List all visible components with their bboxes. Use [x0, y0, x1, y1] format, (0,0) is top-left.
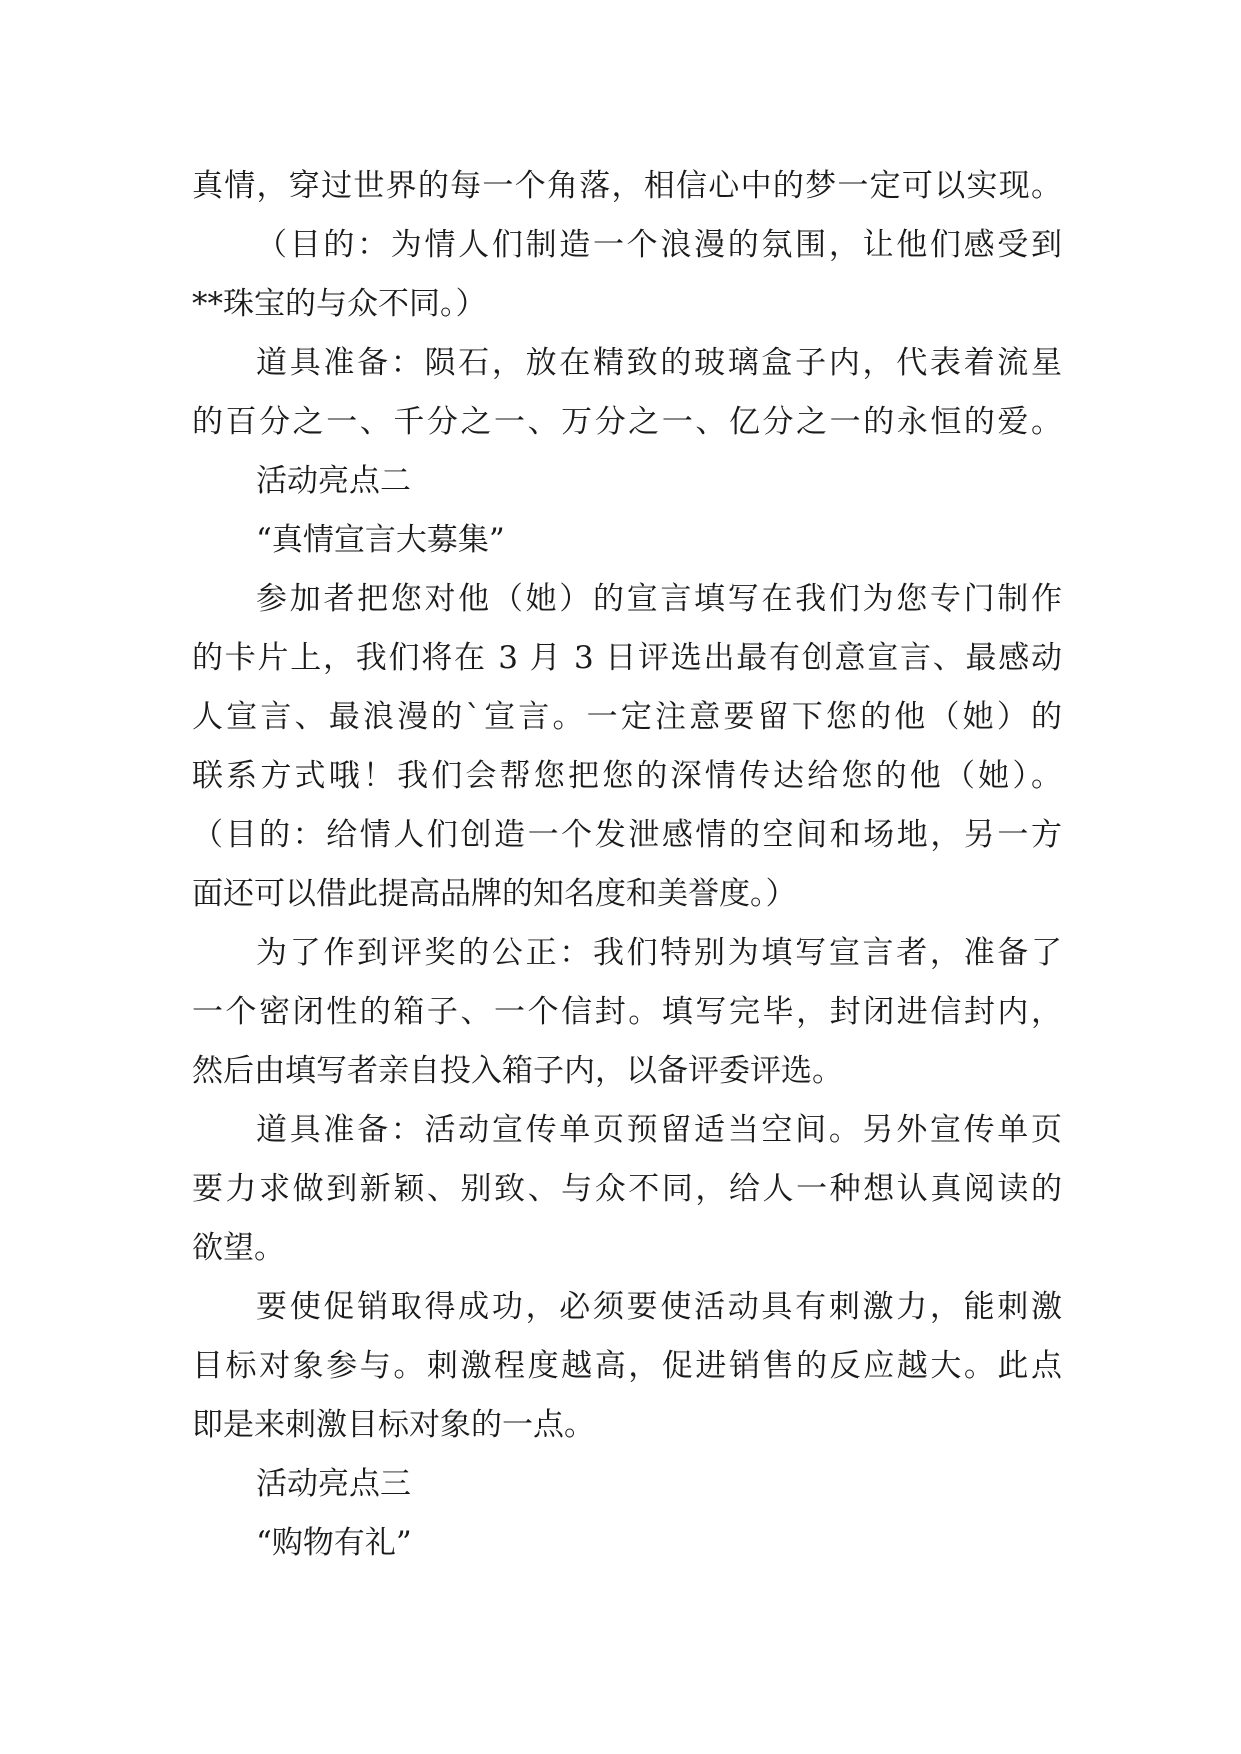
text-line: 参加者把您对他（她）的宣言填写在我们为您专门制作	[256, 581, 1062, 617]
body-text	[192, 157, 1062, 1573]
text-line: 面还可以借此提高品牌的知名度和美誉度。）	[192, 876, 797, 912]
text-line: 即是来刺激目标对象的一点。	[192, 1407, 595, 1443]
text-line: 联系方式哦！我们会帮您把您的深情传达给您的他（她）。	[192, 758, 1062, 794]
text-line: 人宣言、最浪漫的`宣言。一定注意要留下您的他（她）的	[192, 699, 1062, 735]
text-line: **珠宝的与众不同。）	[192, 286, 487, 322]
text-line: 一个密闭性的箱子、一个信封。填写完毕，封闭进信封内，	[192, 994, 1062, 1030]
text-line: 要使促销取得成功，必须要使活动具有刺激力，能刺激	[256, 1289, 1062, 1325]
section-heading: 活动亮点三	[256, 1466, 411, 1502]
text-line: 的百分之一、千分之一、万分之一、亿分之一的永恒的爱。	[192, 404, 1062, 440]
text-line: 目标对象参与。刺激程度越高，促进销售的反应越大。此点	[192, 1348, 1062, 1384]
text-line: （目的：给情人们创造一个发泄感情的空间和场地，另一方	[192, 817, 1062, 853]
section-subheading: “购物有礼”	[256, 1525, 412, 1561]
text-line: 道具准备：陨石，放在精致的玻璃盒子内，代表着流星	[256, 345, 1062, 381]
text-line: 真情，穿过世界的每一个角落，相信心中的梦一定可以实现。	[192, 168, 1062, 204]
section-subheading: “真情宣言大募集”	[256, 522, 505, 558]
text-line: 要力求做到新颖、别致、与众不同，给人一种想认真阅读的	[192, 1171, 1062, 1207]
text-line: （目的：为情人们制造一个浪漫的氛围，让他们感受到	[256, 227, 1062, 263]
text-line: 欲望。	[192, 1230, 285, 1266]
section-heading: 活动亮点二	[256, 463, 411, 499]
text-line: 道具准备：活动宣传单页预留适当空间。另外宣传单页	[256, 1112, 1062, 1148]
text-line: 然后由填写者亲自投入箱子内，以备评委评选。	[192, 1053, 843, 1089]
text-line: 为了作到评奖的公正：我们特别为填写宣言者，准备了	[256, 935, 1062, 971]
text-line: 的卡片上，我们将在 3 月 3 日评选出最有创意宣言、最感动	[192, 640, 1062, 676]
